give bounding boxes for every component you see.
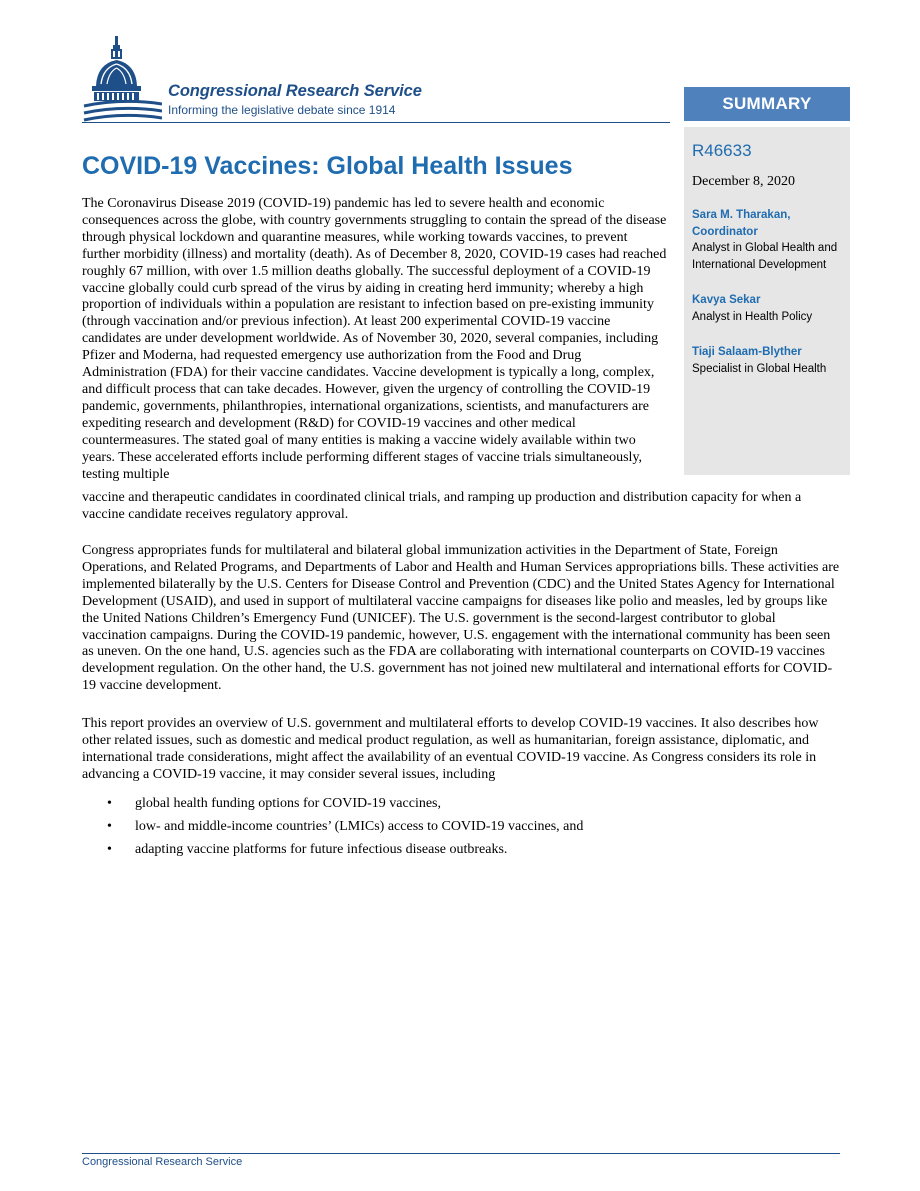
author-entry [692,344,842,377]
list-item-text: low- and middle-income countries’ (LMICs) access to COVID-19 vaccines, and [135,819,584,834]
crs-logo [82,30,482,122]
footer-divider [82,1153,840,1154]
author-name: Sara M. Tharakan, Coordinator [692,209,791,238]
body-paragraph: The Coronavirus Disease 2019 (COVID-19) pandemic has led to severe health and economic consequences across the globe, with country governments struggling to contain the spread of the disease through physical lockdown and quarantine measures, while working towards vaccines, to prevent further morbidity (illness) and mortality (death). As of December 8, 2020, COVID-19 cases had reached roughly 67 million, with over 1.5 million deaths globally. The successful deployment of a COVID-19 vaccine globally could curb spread of the virus by aiding in creating herd immunity; whereby a high proportion of individuals within a population are resistant to infection based on pre-existing immunity (through vaccination and/or previous infection). At least 200 experimental COVID-19 vaccine candidates are under development worldwide. As of November 30, 2020, several companies, including Pfizer and Moderna, had requested emergency use authorization from the Food and Drug Administration (FDA) for their vaccine candidates. Vaccine development is typically a long, complex, and difficult process that can take decades. However, given the urgency of controlling the COVID-19 pandemic, governments, philanthropies, international organizations, scientists, and manufacturers are expediting research and development (R&D) for COVID-19 vaccines and other medical countermeasures. The stated goal of many entities is making a vaccine widely available within two years. These accelerated efforts include performing different stages of vaccine trials simultaneously, testing multiple [82,196,667,482]
footer-org-name: Congressional Research Service [82,1156,243,1168]
issues-list [82,796,842,865]
summary-banner: SUMMARY [684,87,850,121]
author-name: Tiaji Salaam-Blyther [692,346,802,358]
list-item [82,796,842,819]
body-paragraph: vaccine and therapeutic candidates in coordinated clinical trials, and ramping up production and distribution capacity for when a vaccine candidate receives regulatory approval. [82,490,802,522]
author-role: Specialist in Global Health [692,362,827,375]
author-name: Kavya Sekar [692,294,761,306]
body-paragraph: Congress appropriates funds for multilateral and bilateral global immunization activities in the Department of State, Foreign Operations, and Related Programs, and Departments of Labor and Health and Human Services appropriations bills. These activities are implemented bilaterally by the U.S. Centers for Disease Control and Prevention (CDC) and the United States Agency for International Development (USAID), and used in support of multilateral vaccine campaigns for diseases like polio and measles, led by groups like the United Nations Children’s Emergency Fund (UNICEF). The U.S. government is the second-largest contributor to global vaccination campaigns. During the COVID-19 pandemic, however, U.S. engagement with the international community has been seen as uneven. On the one hand, U.S. agencies such as the FDA are collaborating with international counterparts on COVID-19 vaccines development regulation. On the other hand, the U.S. government has not joined new multilateral and international efforts for COVID-19 vaccine development. [82,543,840,694]
bullet-icon: • [107,819,112,834]
bullet-icon: • [107,796,112,811]
author-entry [692,207,842,273]
org-name: Congressional Research Service [168,82,422,100]
header-divider [82,122,670,123]
list-item [82,842,842,865]
author-role: Analyst in Health Policy [692,310,813,323]
report-number: R46633 [692,141,752,160]
author-entry [692,292,842,325]
list-item [82,819,842,842]
org-tagline: Informing the legislative debate since 1914 [168,103,396,117]
document-title: COVID-19 Vaccines: Global Health Issues [82,152,573,180]
author-role: Analyst in Global Health and International Development [692,242,838,271]
summary-sidebar [684,127,850,475]
list-item-text: global health funding options for COVID-19 vaccines, [135,796,441,811]
list-item-text: adapting vaccine platforms for future infectious disease outbreaks. [135,842,508,857]
report-date: December 8, 2020 [692,174,796,189]
bullet-icon: • [107,842,112,857]
capitol-dome-icon [82,34,162,122]
body-paragraph: This report provides an overview of U.S. government and multilateral efforts to develop COVID-19 vaccines. It also describes how other related issues, such as domestic and medical product regulation, as well as humanitarian, foreign assistance, diplomatic, and international trade considerations, might affect the availability of an eventual COVID-19 vaccine. As Congress considers its role in advancing a COVID-19 vaccine, it may consider several issues, including [82,716,819,782]
